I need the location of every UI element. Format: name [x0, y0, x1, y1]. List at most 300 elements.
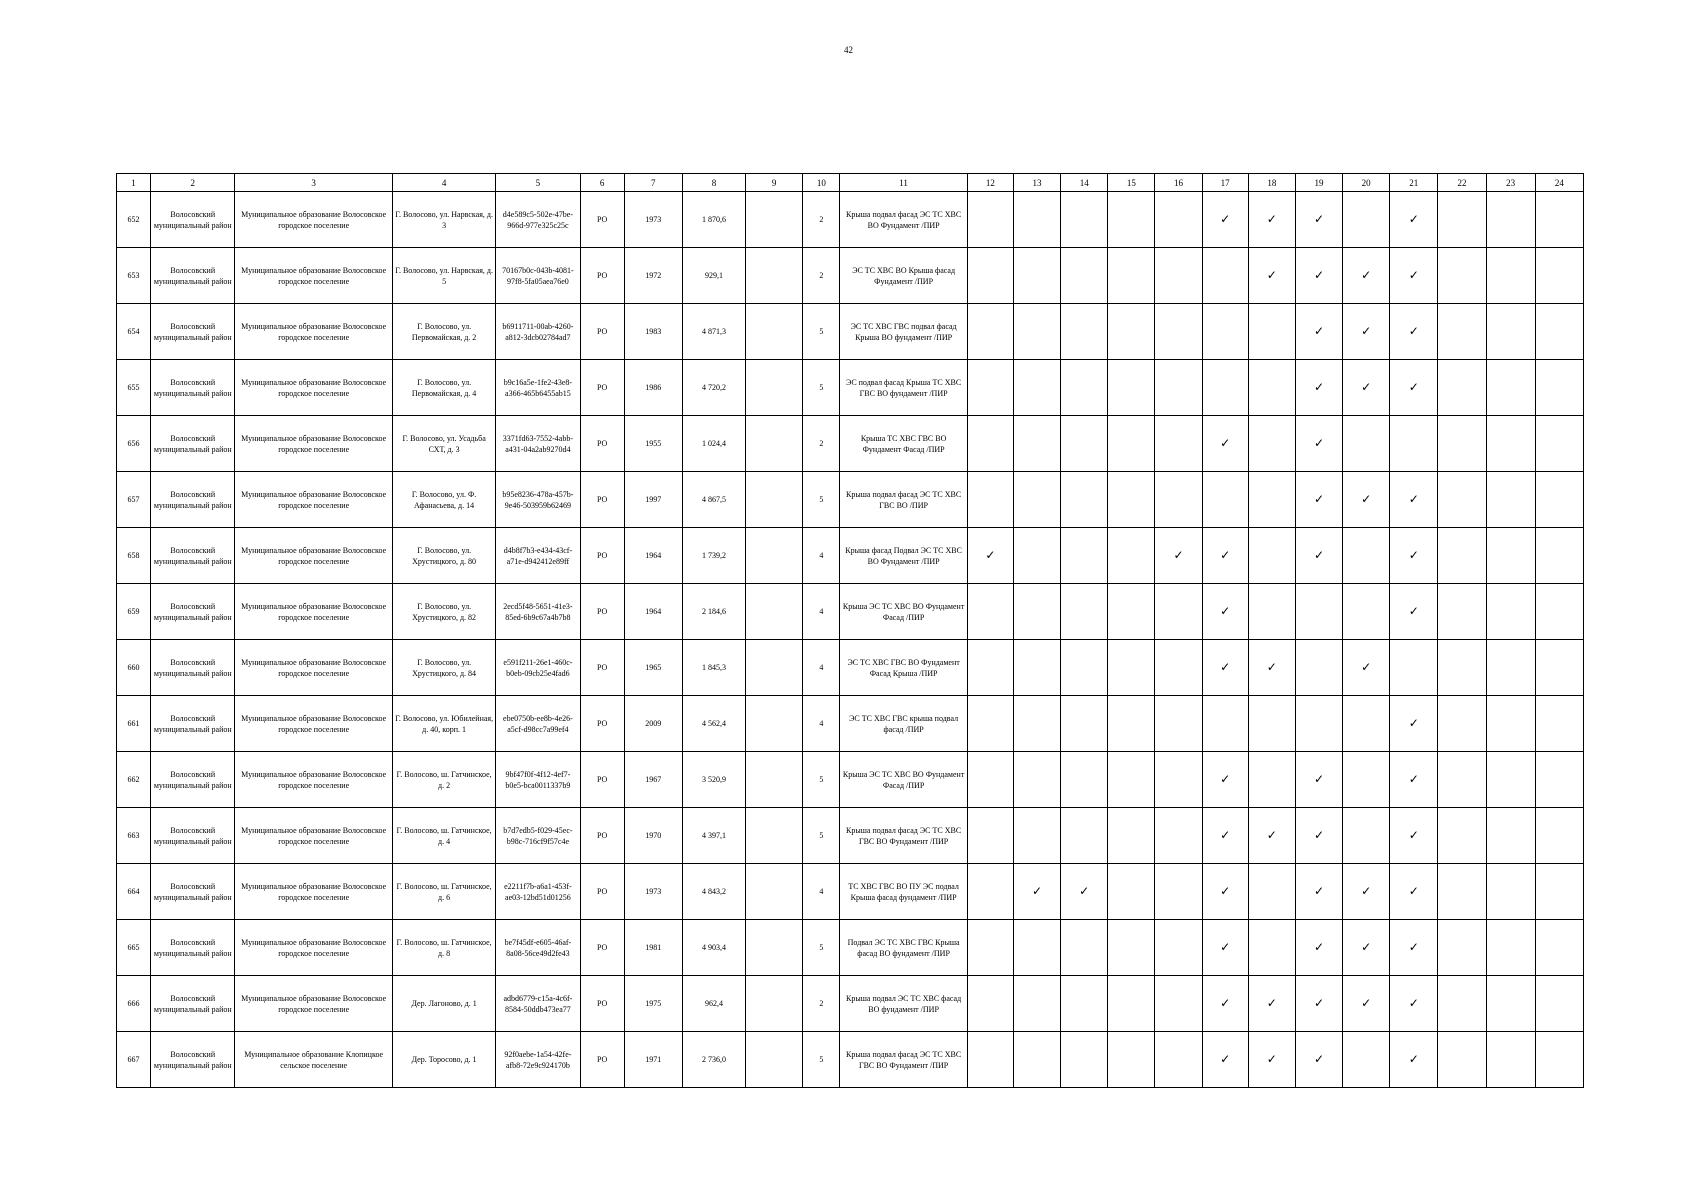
check-mark-icon: ✓ — [1248, 192, 1295, 248]
table-row — [117, 696, 1584, 752]
empty-cell — [1438, 360, 1486, 416]
check-mark-icon: ✓ — [1295, 752, 1342, 808]
check-mark-icon: ✓ — [1248, 248, 1295, 304]
municipality-cell: Муниципальное образование Волосовское городское поселение — [235, 304, 393, 360]
empty-cell — [1013, 976, 1060, 1032]
empty-cell — [1061, 808, 1108, 864]
column-number: 16 — [1155, 174, 1202, 192]
district-cell: Волосовский муниципальный район — [151, 472, 235, 528]
table-row — [117, 1032, 1584, 1088]
empty-cell — [1248, 920, 1295, 976]
check-mark-icon: ✓ — [1295, 528, 1342, 584]
area-cell: 2 736,0 — [682, 1032, 745, 1088]
empty-cell — [1248, 360, 1295, 416]
empty-cell — [1155, 920, 1202, 976]
column-9-cell — [746, 640, 803, 696]
row-number: 659 — [117, 584, 151, 640]
area-cell: 962,4 — [682, 976, 745, 1032]
empty-cell — [967, 976, 1013, 1032]
year-cell: 1971 — [624, 1032, 682, 1088]
guid-cell: 70167b0c-043b-4081-97f8-5fa05aea76e0 — [496, 248, 580, 304]
empty-cell — [1248, 528, 1295, 584]
empty-cell — [1013, 304, 1060, 360]
works-cell: Крыша ТС ХВС ГВС ВО Фундамент Фасад /ПИР — [840, 416, 967, 472]
row-number: 656 — [117, 416, 151, 472]
column-9-cell — [746, 920, 803, 976]
row-number: 664 — [117, 864, 151, 920]
empty-cell — [1155, 416, 1202, 472]
empty-cell — [1202, 472, 1248, 528]
check-mark-icon: ✓ — [1202, 192, 1248, 248]
works-cell: Крыша подвал фасад ЭС ТС ХВС ГВС ВО /ПИР — [840, 472, 967, 528]
district-cell: Волосовский муниципальный район — [151, 808, 235, 864]
works-cell: ЭС ТС ХВС ВО Крыша фасад Фундамент /ПИР — [840, 248, 967, 304]
district-cell: Волосовский муниципальный район — [151, 696, 235, 752]
area-cell: 2 184,6 — [682, 584, 745, 640]
empty-cell — [1108, 920, 1155, 976]
empty-cell — [1486, 1032, 1535, 1088]
guid-cell: d4e589c5-502e-47be-966d-977e325c25c — [496, 192, 580, 248]
check-mark-icon: ✓ — [1343, 640, 1390, 696]
column-number: 19 — [1295, 174, 1342, 192]
district-cell: Волосовский муниципальный район — [151, 304, 235, 360]
empty-cell — [1061, 248, 1108, 304]
column-9-cell — [746, 360, 803, 416]
municipality-cell: Муниципальное образование Волосовское городское поселение — [235, 584, 393, 640]
table-row — [117, 192, 1584, 248]
year-cell: 1967 — [624, 752, 682, 808]
empty-cell — [1013, 752, 1060, 808]
check-mark-icon: ✓ — [1202, 416, 1248, 472]
empty-cell — [1295, 640, 1342, 696]
empty-cell — [1155, 192, 1202, 248]
empty-cell — [1486, 976, 1535, 1032]
works-cell: ЭС ТС ХВС ГВС ВО Фундамент Фасад Крыша /ПИР — [840, 640, 967, 696]
column-9-cell — [746, 976, 803, 1032]
empty-cell — [1061, 696, 1108, 752]
district-cell: Волосовский муниципальный район — [151, 752, 235, 808]
empty-cell — [1013, 808, 1060, 864]
empty-cell — [967, 640, 1013, 696]
column-number: 21 — [1390, 174, 1438, 192]
check-mark-icon: ✓ — [1390, 472, 1438, 528]
floors-cell: 5 — [803, 808, 840, 864]
page-number: 42 — [844, 45, 853, 55]
row-number: 653 — [117, 248, 151, 304]
works-cell: Крыша ЭС ТС ХВС ВО Фундамент Фасад /ПИР — [840, 752, 967, 808]
empty-cell — [1486, 752, 1535, 808]
works-cell: Крыша фасад Подвал ЭС ТС ХВС ВО Фундамент /ПИР — [840, 528, 967, 584]
empty-cell — [1486, 528, 1535, 584]
empty-cell — [1013, 640, 1060, 696]
works-cell: ЭС подвал фасад Крыша ТС ХВС ГВС ВО фундамент /ПИР — [840, 360, 967, 416]
empty-cell — [1108, 1032, 1155, 1088]
empty-cell — [1438, 472, 1486, 528]
empty-cell — [967, 304, 1013, 360]
municipality-cell: Муниципальное образование Волосовское городское поселение — [235, 416, 393, 472]
guid-cell: be7f45df-e605-46af-8a08-56ce49d2fe43 — [496, 920, 580, 976]
column-number: 8 — [682, 174, 745, 192]
check-mark-icon: ✓ — [1202, 920, 1248, 976]
empty-cell — [1155, 584, 1202, 640]
empty-cell — [1061, 1032, 1108, 1088]
year-cell: 1970 — [624, 808, 682, 864]
municipality-cell: Муниципальное образование Волосовское городское поселение — [235, 864, 393, 920]
area-cell: 1 845,3 — [682, 640, 745, 696]
empty-cell — [1155, 976, 1202, 1032]
empty-cell — [1155, 864, 1202, 920]
check-mark-icon: ✓ — [1390, 696, 1438, 752]
check-mark-icon: ✓ — [1390, 1032, 1438, 1088]
floors-cell: 4 — [803, 584, 840, 640]
empty-cell — [1438, 1032, 1486, 1088]
district-cell: Волосовский муниципальный район — [151, 640, 235, 696]
check-mark-icon: ✓ — [1390, 360, 1438, 416]
empty-cell — [1248, 864, 1295, 920]
empty-cell — [1343, 584, 1390, 640]
check-mark-icon: ✓ — [1390, 192, 1438, 248]
table-row — [117, 864, 1584, 920]
column-number: 17 — [1202, 174, 1248, 192]
municipality-cell: Муниципальное образование Волосовское городское поселение — [235, 640, 393, 696]
check-mark-icon: ✓ — [1343, 472, 1390, 528]
empty-cell — [1013, 920, 1060, 976]
empty-cell — [967, 696, 1013, 752]
empty-cell — [1486, 584, 1535, 640]
works-cell: ЭС ТС ХВС ГВС крыша подвал фасад /ПИР — [840, 696, 967, 752]
empty-cell — [1248, 472, 1295, 528]
floors-cell: 2 — [803, 248, 840, 304]
check-mark-icon: ✓ — [1295, 304, 1342, 360]
type-cell: РО — [580, 864, 624, 920]
empty-cell — [1438, 808, 1486, 864]
check-mark-icon: ✓ — [1295, 416, 1342, 472]
check-mark-icon: ✓ — [1295, 360, 1342, 416]
empty-cell — [1295, 696, 1342, 752]
floors-cell: 5 — [803, 304, 840, 360]
check-mark-icon: ✓ — [1390, 864, 1438, 920]
type-cell: РО — [580, 696, 624, 752]
table-row — [117, 304, 1584, 360]
row-number: 661 — [117, 696, 151, 752]
check-mark-icon: ✓ — [1248, 640, 1295, 696]
check-mark-icon: ✓ — [1202, 528, 1248, 584]
row-number: 660 — [117, 640, 151, 696]
address-cell: Г. Волосово, ул. Первомайская, д. 2 — [392, 304, 495, 360]
year-cell: 1983 — [624, 304, 682, 360]
check-mark-icon: ✓ — [1013, 864, 1060, 920]
floors-cell: 5 — [803, 360, 840, 416]
check-mark-icon: ✓ — [1202, 640, 1248, 696]
empty-cell — [1202, 696, 1248, 752]
address-cell: Г. Волосово, ш. Гатчинское, д. 8 — [392, 920, 495, 976]
empty-cell — [1013, 248, 1060, 304]
check-mark-icon: ✓ — [1202, 752, 1248, 808]
municipality-cell: Муниципальное образование Волосовское городское поселение — [235, 528, 393, 584]
empty-cell — [1486, 360, 1535, 416]
address-cell: Г. Волосово, ул. Первомайская, д. 4 — [392, 360, 495, 416]
column-number: 22 — [1438, 174, 1486, 192]
empty-cell — [1013, 584, 1060, 640]
guid-cell: e2211f7b-a6a1-453f-ae03-12bd51d01256 — [496, 864, 580, 920]
municipality-cell: Муниципальное образование Волосовское городское поселение — [235, 920, 393, 976]
table-body — [117, 174, 1584, 1088]
row-number: 667 — [117, 1032, 151, 1088]
empty-cell — [1486, 192, 1535, 248]
municipality-cell: Муниципальное образование Волосовское городское поселение — [235, 976, 393, 1032]
year-cell: 1955 — [624, 416, 682, 472]
guid-cell: e591f211-26e1-460c-b0eb-09cb25e4fad6 — [496, 640, 580, 696]
district-cell: Волосовский муниципальный район — [151, 1032, 235, 1088]
empty-cell — [1390, 416, 1438, 472]
year-cell: 1997 — [624, 472, 682, 528]
type-cell: РО — [580, 976, 624, 1032]
empty-cell — [1202, 304, 1248, 360]
empty-cell — [1013, 192, 1060, 248]
empty-cell — [1108, 304, 1155, 360]
guid-cell: b9c16a5e-1fe2-43e8-a366-465b6455ab15 — [496, 360, 580, 416]
empty-cell — [1535, 472, 1583, 528]
empty-cell — [1535, 584, 1583, 640]
column-9-cell — [746, 1032, 803, 1088]
register-table — [116, 173, 1584, 1088]
district-cell: Волосовский муниципальный район — [151, 192, 235, 248]
check-mark-icon: ✓ — [1295, 864, 1342, 920]
check-mark-icon: ✓ — [1202, 864, 1248, 920]
empty-cell — [1535, 696, 1583, 752]
works-cell: Крыша подвал фасад ЭС ТС ХВС ГВС ВО Фундамент /ПИР — [840, 808, 967, 864]
year-cell: 1973 — [624, 192, 682, 248]
municipality-cell: Муниципальное образование Волосовское городское поселение — [235, 360, 393, 416]
empty-cell — [967, 808, 1013, 864]
year-cell: 1965 — [624, 640, 682, 696]
table-row — [117, 976, 1584, 1032]
check-mark-icon: ✓ — [1202, 808, 1248, 864]
type-cell: РО — [580, 416, 624, 472]
area-cell: 4 871,3 — [682, 304, 745, 360]
column-number: 10 — [803, 174, 840, 192]
guid-cell: ebe0750b-ee8b-4e26-a5cf-d98cc7a99ef4 — [496, 696, 580, 752]
address-cell: Г. Волосово, ул. Хрустицкого, д. 84 — [392, 640, 495, 696]
municipality-cell: Муниципальное образование Волосовское городское поселение — [235, 472, 393, 528]
type-cell: РО — [580, 920, 624, 976]
floors-cell: 2 — [803, 192, 840, 248]
guid-cell: d4b8f7b3-e434-43cf-a71e-d942412e89ff — [496, 528, 580, 584]
area-cell: 4 562,4 — [682, 696, 745, 752]
check-mark-icon: ✓ — [1390, 752, 1438, 808]
year-cell: 1964 — [624, 528, 682, 584]
empty-cell — [1061, 360, 1108, 416]
guid-cell: adbd6779-c15a-4c6f-8584-50ddb473ea77 — [496, 976, 580, 1032]
column-number: 12 — [967, 174, 1013, 192]
empty-cell — [1108, 696, 1155, 752]
row-number: 666 — [117, 976, 151, 1032]
table-row — [117, 360, 1584, 416]
table-row — [117, 584, 1584, 640]
district-cell: Волосовский муниципальный район — [151, 360, 235, 416]
empty-cell — [1202, 360, 1248, 416]
check-mark-icon: ✓ — [1295, 192, 1342, 248]
district-cell: Волосовский муниципальный район — [151, 248, 235, 304]
empty-cell — [1535, 920, 1583, 976]
empty-cell — [1248, 752, 1295, 808]
table-row — [117, 416, 1584, 472]
address-cell: Г. Волосово, ул. Нарвская, д. 5 — [392, 248, 495, 304]
empty-cell — [1295, 584, 1342, 640]
year-cell: 2009 — [624, 696, 682, 752]
empty-cell — [1486, 640, 1535, 696]
empty-cell — [1438, 752, 1486, 808]
empty-cell — [1108, 360, 1155, 416]
floors-cell: 5 — [803, 1032, 840, 1088]
empty-cell — [967, 1032, 1013, 1088]
type-cell: РО — [580, 1032, 624, 1088]
floors-cell: 4 — [803, 640, 840, 696]
empty-cell — [1535, 248, 1583, 304]
area-cell: 4 843,2 — [682, 864, 745, 920]
floors-cell: 4 — [803, 528, 840, 584]
empty-cell — [1061, 976, 1108, 1032]
column-number: 4 — [392, 174, 495, 192]
empty-cell — [1013, 416, 1060, 472]
works-cell: Крыша ЭС ТС ХВС ВО Фундамент Фасад /ПИР — [840, 584, 967, 640]
empty-cell — [1535, 976, 1583, 1032]
empty-cell — [1202, 248, 1248, 304]
area-cell: 1 024,4 — [682, 416, 745, 472]
year-cell: 1981 — [624, 920, 682, 976]
empty-cell — [1013, 696, 1060, 752]
check-mark-icon: ✓ — [1390, 528, 1438, 584]
empty-cell — [1486, 248, 1535, 304]
check-mark-icon: ✓ — [1202, 584, 1248, 640]
empty-cell — [1013, 360, 1060, 416]
empty-cell — [1155, 640, 1202, 696]
empty-cell — [1343, 752, 1390, 808]
empty-cell — [967, 472, 1013, 528]
type-cell: РО — [580, 192, 624, 248]
guid-cell: 3371fd63-7552-4abb-a431-04a2ab9270d4 — [496, 416, 580, 472]
type-cell: РО — [580, 584, 624, 640]
works-cell: ТС ХВС ГВС ВО ПУ ЭС подвал Крыша фасад фундамент /ПИР — [840, 864, 967, 920]
check-mark-icon: ✓ — [1390, 920, 1438, 976]
table-row — [117, 248, 1584, 304]
year-cell: 1986 — [624, 360, 682, 416]
district-cell: Волосовский муниципальный район — [151, 976, 235, 1032]
row-number: 655 — [117, 360, 151, 416]
year-cell: 1964 — [624, 584, 682, 640]
floors-cell: 4 — [803, 864, 840, 920]
empty-cell — [1248, 416, 1295, 472]
empty-cell — [1438, 920, 1486, 976]
empty-cell — [1343, 192, 1390, 248]
empty-cell — [1108, 976, 1155, 1032]
empty-cell — [1438, 696, 1486, 752]
empty-cell — [1155, 248, 1202, 304]
empty-cell — [1155, 696, 1202, 752]
guid-cell: 9bf47f0f-4f12-4ef7-b0e5-bca0011337b9 — [496, 752, 580, 808]
column-number: 11 — [840, 174, 967, 192]
row-number: 657 — [117, 472, 151, 528]
empty-cell — [1486, 416, 1535, 472]
empty-cell — [1108, 584, 1155, 640]
column-9-cell — [746, 808, 803, 864]
column-9-cell — [746, 864, 803, 920]
empty-cell — [1438, 248, 1486, 304]
check-mark-icon: ✓ — [1061, 864, 1108, 920]
empty-cell — [1343, 808, 1390, 864]
column-number: 6 — [580, 174, 624, 192]
empty-cell — [1248, 584, 1295, 640]
row-number: 665 — [117, 920, 151, 976]
check-mark-icon: ✓ — [1248, 976, 1295, 1032]
empty-cell — [1535, 304, 1583, 360]
address-cell: Г. Волосово, ш. Гатчинское, д. 6 — [392, 864, 495, 920]
check-mark-icon: ✓ — [1295, 976, 1342, 1032]
area-cell: 929,1 — [682, 248, 745, 304]
works-cell: ЭС ТС ХВС ГВС подвал фасад Крыша ВО фундамент /ПИР — [840, 304, 967, 360]
check-mark-icon: ✓ — [1295, 920, 1342, 976]
floors-cell: 5 — [803, 920, 840, 976]
year-cell: 1975 — [624, 976, 682, 1032]
address-cell: Г. Волосово, ш. Гатчинское, д. 4 — [392, 808, 495, 864]
column-number: 5 — [496, 174, 580, 192]
column-number: 9 — [746, 174, 803, 192]
check-mark-icon: ✓ — [1390, 976, 1438, 1032]
check-mark-icon: ✓ — [1343, 864, 1390, 920]
check-mark-icon: ✓ — [1390, 248, 1438, 304]
empty-cell — [967, 584, 1013, 640]
district-cell: Волосовский муниципальный район — [151, 528, 235, 584]
area-cell: 1 870,6 — [682, 192, 745, 248]
type-cell: РО — [580, 640, 624, 696]
empty-cell — [1061, 192, 1108, 248]
municipality-cell: Муниципальное образование Волосовское городское поселение — [235, 808, 393, 864]
table-row — [117, 808, 1584, 864]
type-cell: РО — [580, 528, 624, 584]
address-cell: Г. Волосово, ул. Ф. Афанасьева, д. 14 — [392, 472, 495, 528]
year-cell: 1972 — [624, 248, 682, 304]
empty-cell — [1535, 808, 1583, 864]
empty-cell — [1535, 360, 1583, 416]
empty-cell — [1535, 864, 1583, 920]
column-9-cell — [746, 584, 803, 640]
empty-cell — [967, 864, 1013, 920]
type-cell: РО — [580, 472, 624, 528]
year-cell: 1973 — [624, 864, 682, 920]
works-cell: Подвал ЭС ТС ХВС ГВС Крыша фасад ВО фундамент /ПИР — [840, 920, 967, 976]
empty-cell — [967, 920, 1013, 976]
guid-cell: b7d7edb5-f029-45ec-b98c-716cf9f57c4e — [496, 808, 580, 864]
guid-cell: 92f0aebe-1a54-42fe-afb8-72e9c924170b — [496, 1032, 580, 1088]
check-mark-icon: ✓ — [1295, 248, 1342, 304]
works-cell: Крыша подвал фасад ЭС ТС ХВС ГВС ВО Фундамент /ПИР — [840, 1032, 967, 1088]
empty-cell — [967, 752, 1013, 808]
empty-cell — [1013, 528, 1060, 584]
floors-cell: 2 — [803, 416, 840, 472]
address-cell: Г. Волосово, ш. Гатчинское, д. 2 — [392, 752, 495, 808]
address-cell: Дер. Торосово, д. 1 — [392, 1032, 495, 1088]
empty-cell — [1438, 864, 1486, 920]
check-mark-icon: ✓ — [1343, 976, 1390, 1032]
district-cell: Волосовский муниципальный район — [151, 584, 235, 640]
area-cell: 4 867,5 — [682, 472, 745, 528]
floors-cell: 4 — [803, 696, 840, 752]
column-number-row — [117, 174, 1584, 192]
column-number: 7 — [624, 174, 682, 192]
address-cell: Г. Волосово, ул. Нарвская, д. 3 — [392, 192, 495, 248]
type-cell: РО — [580, 752, 624, 808]
check-mark-icon: ✓ — [1390, 304, 1438, 360]
